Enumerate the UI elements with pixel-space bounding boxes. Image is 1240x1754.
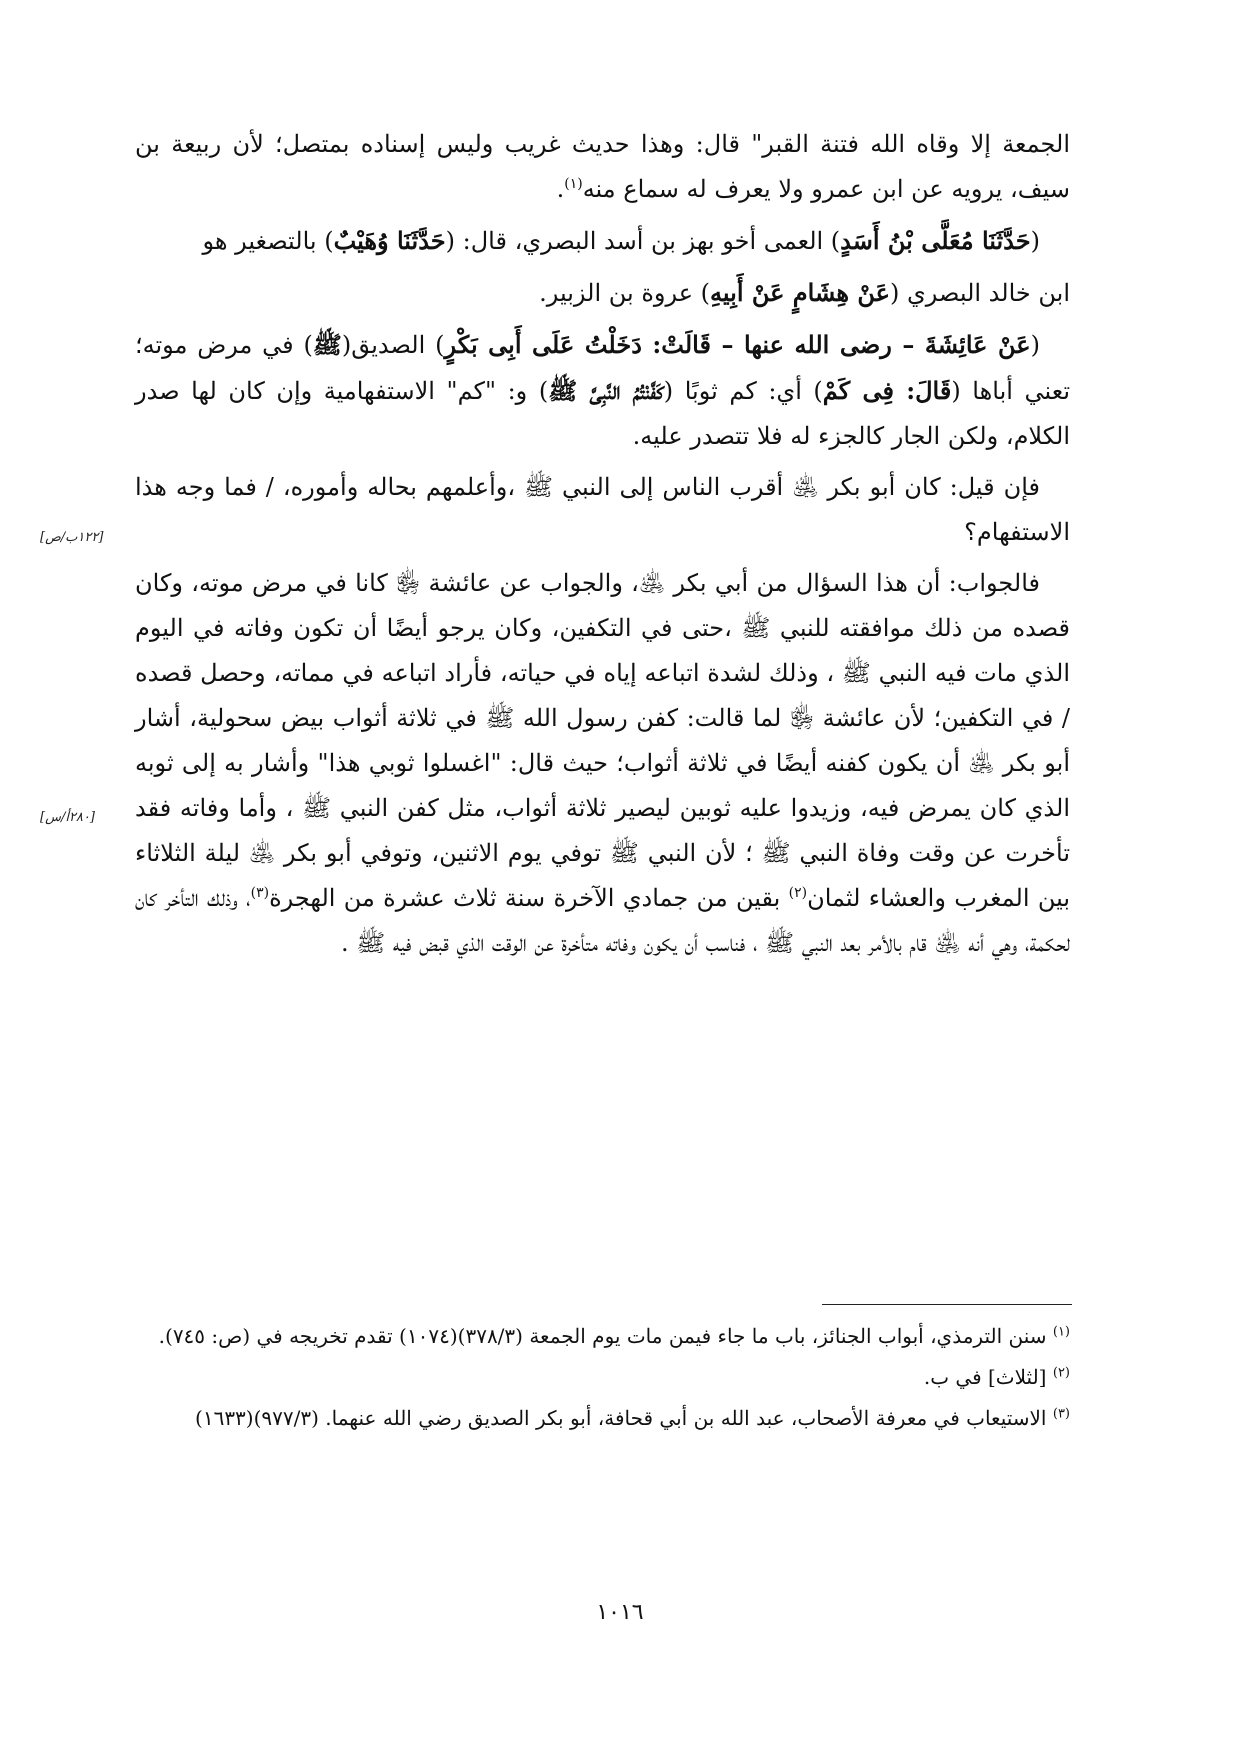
paragraph-text: ) العمى أخو بهز بن أسد البصري، قال: ( bbox=[445, 227, 841, 255]
footnote-ref-1: (١) bbox=[564, 176, 583, 192]
hadith-text: عَنْ عَائِشَةَ – رضى الله عنها – قَالَتْ: دَخَلْتُ عَلَى أَبِى بَكْرٍ bbox=[444, 330, 1031, 359]
hadith-text: كَفَّنْتُمُ النَّبِىَّ ﷺ bbox=[548, 376, 664, 405]
paragraph-text: بقين من جمادي الآخرة سنة ثلاث عشرة من الهجرة bbox=[269, 884, 789, 912]
footnote-ref-2: (٢) bbox=[788, 885, 808, 901]
footnote-text: سنن الترمذي، أبواب الجنائز، باب ما جاء فيمن مات يوم الجمعة (٣٧٨/٣)(١٠٧٤) تقدم تخريجه في (ص: ٧٤٥). bbox=[158, 1324, 1047, 1348]
hadith-text: قَالَ: فِى كَمْ bbox=[822, 376, 952, 405]
hadith-text: حَدَّثَنَا مُعَلَّى بْنُ أَسَدٍ bbox=[840, 226, 1031, 255]
manuscript-folio-note: [١٢٢ب/ص] bbox=[40, 530, 104, 545]
footnote-number: (٢) bbox=[1052, 1365, 1070, 1381]
footnote-divider bbox=[822, 1304, 1072, 1305]
paragraph-6 bbox=[135, 561, 1070, 966]
footnotes-section bbox=[135, 1318, 1070, 1441]
footnote-item bbox=[135, 1400, 1070, 1437]
footnote-ref-3: (٣) bbox=[250, 885, 270, 901]
hadith-text: عَنْ هِشَامٍ عَنْ أَبِيهِ bbox=[710, 278, 890, 307]
paragraph-text: ابن خالد البصري ( bbox=[890, 279, 1070, 307]
paragraph-text: ) و: "كم" الاستفهامية وإن كان لها صدر الكلام، ولكن الجار كالجزء له فلا تتصدر عليه. bbox=[135, 377, 1070, 450]
paragraph-text: الجمعة إلا وقاه الله فتنة القبر" قال: وهذا حديث غريب وليس إسناده بمتصل؛ لأن ربيعة بن سيف، يرويه عن ابن عمرو ولا يعرف له سماع منه bbox=[135, 130, 1070, 203]
footnote-number: (٣) bbox=[1052, 1406, 1070, 1422]
main-text bbox=[135, 122, 1070, 972]
footnote-item bbox=[135, 1359, 1070, 1396]
hadith-text: حَدَّثَنَا وُهَيْبٌ bbox=[333, 226, 446, 255]
paragraph-4 bbox=[135, 322, 1070, 459]
footnote-number: (١) bbox=[1052, 1324, 1070, 1340]
page-number: ١٠١٦ bbox=[596, 1600, 644, 1625]
manuscript-folio-note: [٢٨٠أ/س] bbox=[40, 810, 95, 825]
paragraph-text: فالجواب: أن هذا السؤال من أبي بكر ﵁، والجواب عن عائشة ﵂ كانا في مرض موته، وكان قصده من ذلك موافقته للنبي ﷺ ،حتى في التكفين، وكان يرجو أيضًا أن تكون وفاته في اليوم الذي مات فيه النبي ﷺ ، وذلك لشدة اتباعه إياه في حياته، فأراد اتباعه في مماته، وحصل قصده / في التكفين؛ لأن عائشة ﵂ لما قالت: كفن رسول الله ﷺ في ثلاثة أثواب بيض سحولية، أشار أبو بكر ﵁ أن يكون كفنه أيضًا في ثلاثة أثواب؛ حيث قال: "اغسلوا ثوبي هذا" وأشار به إلى ثوبه الذي كان يمرض فيه، وزيدوا عليه ثوبين ليصير ثلاثة أثواب، مثل كفن النبي ﷺ ، وأما وفاته فقد تأخرت عن وقت وفاة النبي ﷺ ؛ لأن النبي ﷺ توفي يوم الاثنين، وتوفي أبو بكر ﵁ ليلة الثلاثاء بين المغرب والعشاء لثمان bbox=[135, 569, 1071, 912]
paragraph-1 bbox=[135, 122, 1070, 212]
paragraph-text: ، وذلك التأخر كان لحكمة، وهي أنه ﵁ قام بالأمر بعد النبي ﷺ ، فناسب أن يكون وفاته متأخرة عن الوقت الذي قبض فيه ﷺ . bbox=[135, 884, 1070, 957]
footnote-item bbox=[135, 1318, 1070, 1355]
footnote-text: الاستيعاب في معرفة الأصحاب، عبد الله بن أبي قحافة، أبو بكر الصديق رضي الله عنهما. (٩٧٧/٣)(١٦٣٣) bbox=[195, 1406, 1047, 1430]
paragraph-text: ) في مرض موته؛ تعني أباها ( bbox=[135, 331, 1070, 405]
paragraph-text: . bbox=[556, 175, 565, 203]
paragraph-2 bbox=[135, 218, 1070, 264]
paragraph-text: فإن قيل: كان أبو بكر ﵁ أقرب الناس إلى النبي ﷺ ،وأعلمهم بحاله وأموره، / فما وجه هذا الاستفهام؟ bbox=[135, 473, 1070, 546]
paragraph-3 bbox=[135, 270, 1070, 316]
paragraph-text: ( bbox=[1030, 331, 1040, 359]
paragraph-5 bbox=[135, 465, 1070, 555]
paragraph-text: ) أي: كم ثوبًا ( bbox=[663, 377, 823, 405]
paragraph-text: ) عروة بن الزبير. bbox=[539, 279, 711, 307]
footnote-text: [لثلاث] في ب. bbox=[923, 1365, 1047, 1389]
paragraph-text: ) بالتصغير هو bbox=[202, 227, 334, 255]
paragraph-text: ( bbox=[1030, 227, 1040, 255]
paragraph-text: ) الصديق( bbox=[341, 331, 445, 359]
honorific-symbol: ﷺ bbox=[312, 330, 342, 359]
